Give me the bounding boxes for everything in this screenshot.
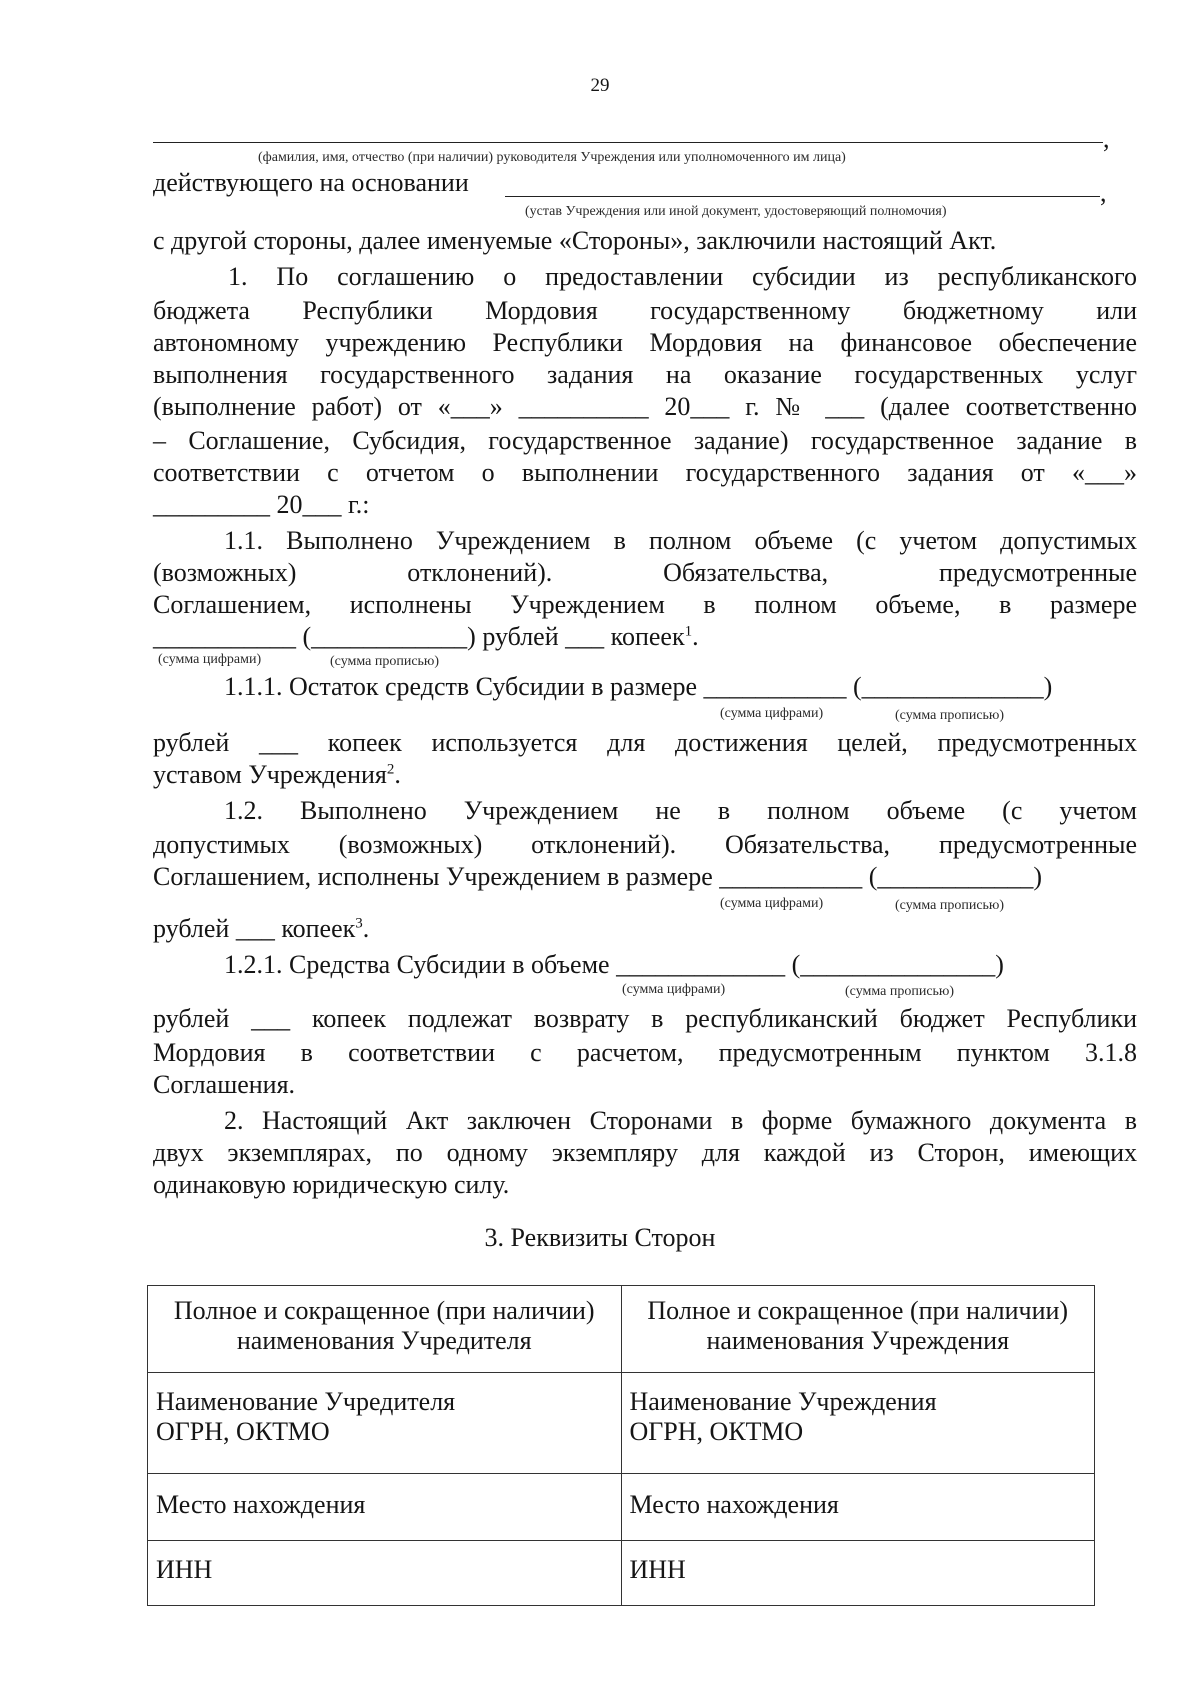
p11-amount-line: ___________ (____________) рублей ___ копеек$^1$. xyxy=(153,622,699,651)
para1-line: 1. По соглашению о предоставлении субсидии из республиканского xyxy=(228,262,1137,291)
p121-line: рублей ___ копеек подлежат возврату в республиканский бюджет Республики xyxy=(153,1004,1137,1033)
para1-line: выполнения государственного задания на оказание государственных услуг xyxy=(153,360,1137,389)
p2-line: двух экземплярах, по одному экземпляру для каждой из Сторон, имеющих xyxy=(153,1138,1137,1167)
p11-line: Соглашением, исполнены Учреждением в полном объеме, в размере xyxy=(153,590,1137,619)
institution-location-cell: Место нахождения xyxy=(621,1474,1095,1541)
requisites-table xyxy=(147,1285,1095,1606)
p111-line: рублей ___ копеек используется для достижения целей, предусмотренных xyxy=(153,728,1137,757)
footnote-ref: 1 xyxy=(684,623,693,640)
p11-line: (возможных) отклонений). Обязательства, предусмотренные xyxy=(153,558,1137,587)
caption-sum-digits: (сумма цифрами) xyxy=(720,896,824,911)
p111-line: уставом Учреждения$^2$. xyxy=(153,760,401,789)
p11-line: 1.1. Выполнено Учреждением в полном объеме (с учетом допустимых xyxy=(224,526,1137,555)
p121-line: 1.2.1. Средства Субсидии в объеме _____________ (_______________) xyxy=(224,950,1004,979)
comma: , xyxy=(1100,178,1107,207)
table-row xyxy=(148,1373,1095,1474)
manager-name-blank-line xyxy=(153,142,1103,143)
founder-inn-cell: ИНН xyxy=(148,1541,622,1606)
institution-name-label: Наименование Учреждения xyxy=(629,1387,937,1416)
table-row xyxy=(148,1474,1095,1541)
p12-line: допустимых (возможных) отклонений). Обязательства, предусмотренные xyxy=(153,830,1137,859)
p12-line: Соглашением, исполнены Учреждением в размере ___________ (____________) xyxy=(153,862,1043,891)
p111-line: 1.1.1. Остаток средств Субсидии в размере ___________ (______________) xyxy=(224,672,1053,701)
founder-header-cell: Полное и сокращенное (при наличии) наименования Учредителя xyxy=(148,1286,622,1373)
table-row xyxy=(148,1541,1095,1606)
para1-line: соответствии с отчетом о выполнении государственного задания от «___» xyxy=(153,458,1137,487)
page-number: 29 xyxy=(590,75,610,96)
charter-blank-line xyxy=(505,196,1100,197)
institution-name-cell xyxy=(621,1373,1095,1474)
caption-sum-words: (сумма прописью) xyxy=(330,654,440,669)
parties-line: с другой стороны, далее именуемые «Стороны», заключили настоящий Акт. xyxy=(153,226,997,255)
p12-line: рублей ___ копеек$^3$. xyxy=(153,914,370,943)
caption-sum-words: (сумма прописью) xyxy=(895,708,1005,723)
table-row xyxy=(148,1286,1095,1373)
requisites-heading: 3. Реквизиты Сторон xyxy=(484,1223,716,1252)
p2-line: одинаковую юридическую силу. xyxy=(153,1170,510,1199)
footnote-ref: 2 xyxy=(386,761,395,778)
founder-name-label: Наименование Учредителя xyxy=(156,1387,456,1416)
institution-header-cell: Полное и сокращенное (при наличии) наименования Учреждения xyxy=(621,1286,1095,1373)
p121-line: Соглашения. xyxy=(153,1070,296,1099)
acting-on-basis-label: действующего на основании xyxy=(153,168,469,197)
para1-line: автономному учреждению Республики Мордовия на финансовое обеспечение xyxy=(153,328,1137,357)
comma: , xyxy=(1103,124,1110,153)
caption-charter: (устав Учреждения или иной документ, удостоверяющий полномочия) xyxy=(525,204,947,219)
founder-location-cell: Место нахождения xyxy=(148,1474,622,1541)
para1-line: _________ 20___ г.: xyxy=(153,490,370,519)
caption-manager: (фамилия, имя, отчество (при наличии) руководителя Учреждения или уполномоченного им лица) xyxy=(258,150,846,165)
caption-sum-digits: (сумма цифрами) xyxy=(158,652,262,667)
founder-ogrn-label: ОГРН, ОКТМО xyxy=(156,1417,330,1446)
p12-line: 1.2. Выполнено Учреждением не в полном объеме (с учетом xyxy=(224,796,1137,825)
caption-sum-digits: (сумма цифрами) xyxy=(720,706,824,721)
caption-sum-words: (сумма прописью) xyxy=(845,984,955,999)
p2-line: 2. Настоящий Акт заключен Сторонами в форме бумажного документа в xyxy=(224,1106,1137,1135)
p121-line: Мордовия в соответствии с расчетом, предусмотренным пунктом 3.1.8 xyxy=(153,1038,1137,1067)
para1-line: (выполнение работ) от «___» __________ 20___ г. № ___ (далее соответственно xyxy=(153,392,1137,421)
founder-name-cell xyxy=(148,1373,622,1474)
institution-ogrn-label: ОГРН, ОКТМО xyxy=(629,1417,804,1446)
caption-sum-words: (сумма прописью) xyxy=(895,898,1005,913)
caption-sum-digits: (сумма цифрами) xyxy=(622,982,726,997)
para1-line: бюджета Республики Мордовия государственному бюджетному или xyxy=(153,296,1137,325)
footnote-ref: 3 xyxy=(355,915,363,932)
para1-line: – Соглашение, Субсидия, государственное задание) государственное задание в xyxy=(153,426,1137,455)
institution-inn-cell: ИНН xyxy=(621,1541,1095,1606)
